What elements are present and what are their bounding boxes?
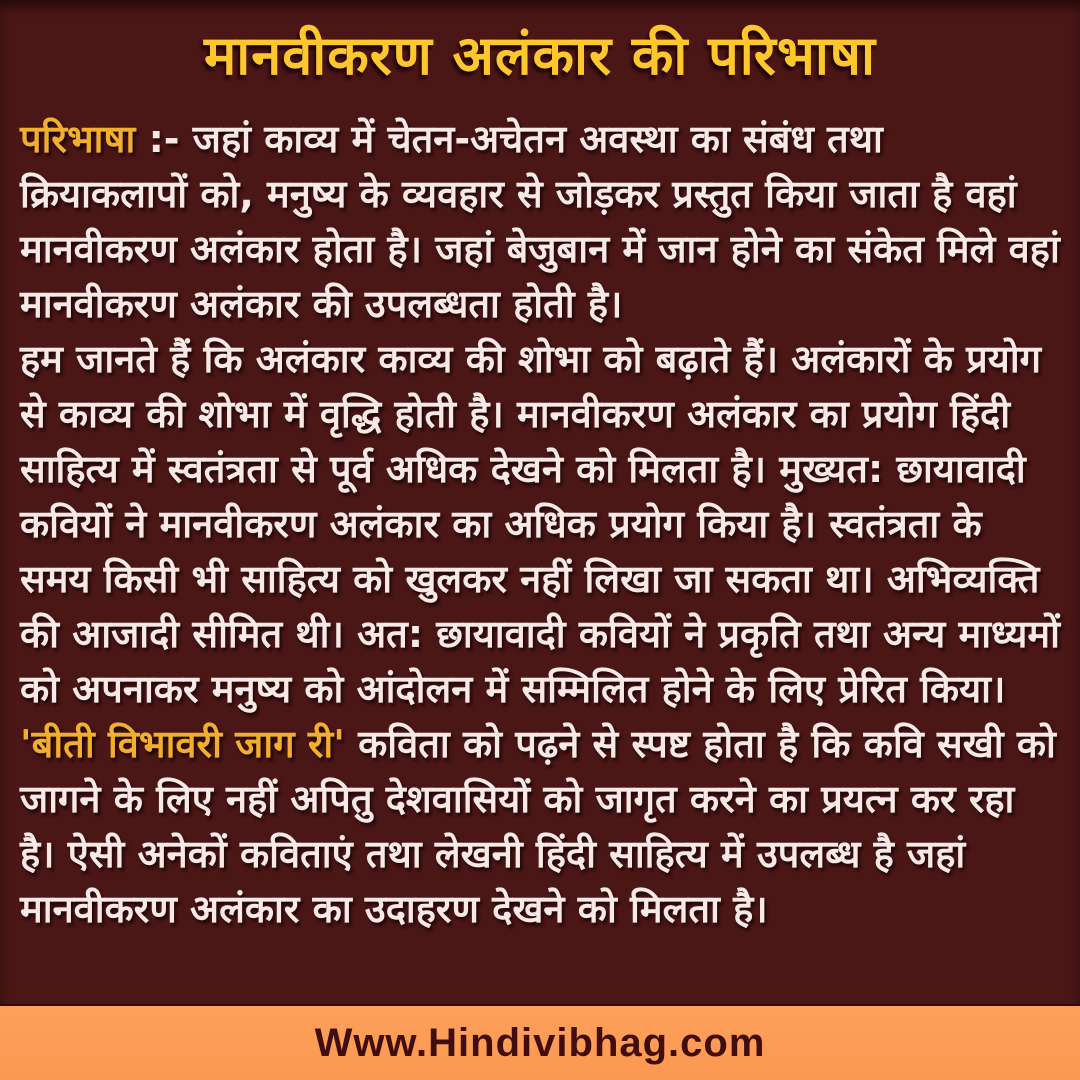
poem-title-highlight: 'बीती विभावरी जाग री' [20,722,345,766]
explanation-paragraph [20,332,1060,717]
article-body [0,90,1080,937]
definition-keyword-highlight: परिभाषा [20,117,136,161]
page-title: मानवीकरण अलंकार की परिभाषा [203,24,877,87]
footer-bar [0,1004,1080,1080]
explanation-text: हम जानते हैं कि अलंकार काव्य की शोभा को बढ़ाते हैं। अलंकारों के प्रयोग से काव्य की शोभा में वृद्धि होती है। मानवीकरण अलंकार का प्रयोग हिंदी साहित्य में स्वतंत्रता से पूर्व अधिक देखने को मिलता है। मुख्यत: छायावादी कवियों ने मानवीकरण अलंकार का अधिक प्रयोग किया है। स्वतंत्रता के समय किसी भी साहित्य को खुलकर नहीं लिखा जा सकता था। अभिव्यक्ति की आजादी सीमित थी। अत: छायावादी कवियों ने प्रकृति तथा अन्य माध्यमों को अपनाकर मनुष्य को आंदोलन में सम्मिलित होने के लिए प्रेरित किया। [20,337,1060,711]
example-text: कविता को पढ़ने से स्पष्ट होता है कि कवि सखी को जागने के लिए नहीं अपितु देशवासियों को जागृत करने का प्रयत्न कर रहा है। ऐसी अनेकों कविताएं तथा लेखनी हिंदी साहित्य में उपलब्ध है जहां मानवीकरण अलंकार का उदाहरण देखने को मिलता है। [20,722,1056,931]
website-url: Www.Hindivibhag.com [314,1020,766,1065]
definition-separator: :- [135,117,193,161]
example-paragraph [20,717,1060,937]
definition-text: जहां काव्य में चेतन-अचेतन अवस्था का संबंध तथा क्रियाकलापों को, मनुष्य के व्यवहार से जोड़कर प्रस्तुत किया जाता है वहां मानवीकरण अलंकार होता है। जहां बेजुबान में जान होने का संकेत मिले वहां मानवीकरण अलंकार की उपलब्धता होती है। [20,117,1060,326]
definition-paragraph [20,112,1060,332]
